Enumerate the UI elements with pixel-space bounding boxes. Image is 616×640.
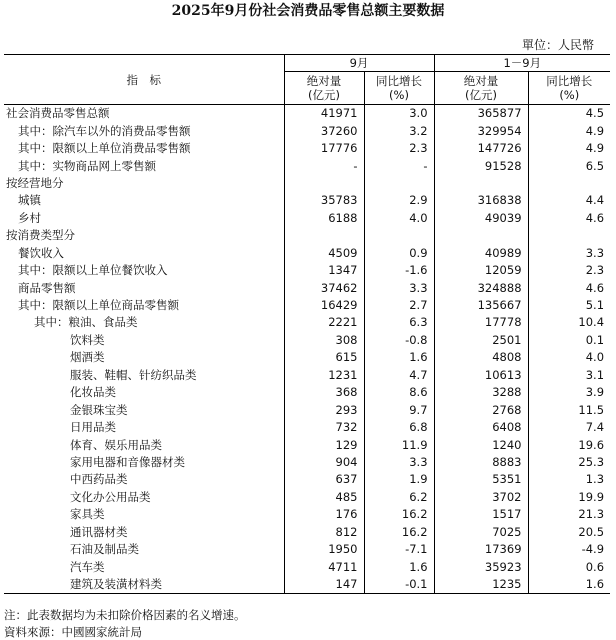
row-label: 其中：限额以上单位消费品零售额 (18, 141, 191, 156)
sep-abs-value: 37462 (284, 279, 364, 296)
row-label: 社会消费品零售总额 (6, 106, 110, 121)
sep-abs-value: 293 (284, 401, 364, 418)
row-label: 按消费类型分 (6, 228, 75, 243)
abs-value-unit: (亿元) (308, 88, 340, 102)
sep-yoy-value: 1.6 (364, 558, 434, 575)
sep-abs-value: 16429 (284, 297, 364, 314)
row-label: 汽车类 (70, 559, 105, 574)
sep-yoy-value: 11.9 (364, 436, 434, 453)
ytd-abs-value: 49039 (434, 210, 528, 227)
footnote: 注：此表数据均为未扣除价格因素的名义增速。 (4, 608, 246, 622)
sep-yoy-value: -0.8 (364, 332, 434, 349)
sep-abs-value: 368 (284, 384, 364, 401)
ytd-abs-value: 324888 (434, 279, 528, 296)
sep-yoy-value: 4.7 (364, 367, 434, 384)
sep-abs-value: 1231 (284, 367, 364, 384)
row-label: 通讯器材类 (70, 524, 128, 539)
yoy-header (364, 72, 434, 105)
sep-yoy-value: 2.7 (364, 297, 434, 314)
ytd-yoy-value: 0.1 (528, 332, 610, 349)
table-row (4, 454, 610, 471)
row-label: 化妆品类 (70, 385, 116, 400)
sep-abs-value: 129 (284, 436, 364, 453)
sep-abs-value: - (284, 157, 364, 174)
ytd-yoy-value: 6.5 (528, 157, 610, 174)
period-september-header: 9月 (284, 55, 434, 72)
sep-abs-value: 17776 (284, 140, 364, 157)
row-label: 其中：粮油、食品类 (34, 315, 138, 330)
table-row (4, 297, 610, 314)
row-label: 餐饮收入 (18, 245, 64, 260)
ytd-yoy-value (528, 227, 610, 244)
ytd-abs-value: 1235 (434, 576, 528, 594)
sep-yoy-value: 0.9 (364, 245, 434, 262)
sep-abs-value: 485 (284, 489, 364, 506)
ytd-yoy-value (528, 175, 610, 192)
sep-abs-value: 4711 (284, 558, 364, 575)
ytd-yoy-value: -4.9 (528, 541, 610, 558)
ytd-yoy-value: 25.3 (528, 454, 610, 471)
sep-abs-value (284, 175, 364, 192)
sep-yoy-value: 1.6 (364, 349, 434, 366)
sep-yoy-value (364, 227, 434, 244)
sep-yoy-value: 8.6 (364, 384, 434, 401)
row-label: 城镇 (18, 193, 41, 208)
table-row (4, 524, 610, 541)
ytd-yoy-value: 3.9 (528, 384, 610, 401)
ytd-abs-value: 147726 (434, 140, 528, 157)
table-row (4, 471, 610, 488)
sep-abs-value: 176 (284, 506, 364, 523)
sep-yoy-value: 16.2 (364, 524, 434, 541)
sep-yoy-value: 9.7 (364, 401, 434, 418)
sep-abs-value: 904 (284, 454, 364, 471)
sep-yoy-value: 4.0 (364, 210, 434, 227)
ytd-yoy-value: 20.5 (528, 524, 610, 541)
sep-yoy-value: 3.2 (364, 122, 434, 139)
table-row (4, 332, 610, 349)
sep-yoy-value: 6.8 (364, 419, 434, 436)
table-row (4, 384, 610, 401)
ytd-abs-value: 1240 (434, 436, 528, 453)
sep-yoy-value: 6.2 (364, 489, 434, 506)
ytd-yoy-value: 4.6 (528, 210, 610, 227)
sep-abs-value (284, 227, 364, 244)
row-label: 其中：实物商品网上零售额 (18, 158, 156, 173)
row-label: 文化办公用品类 (70, 489, 151, 504)
table-row (4, 489, 610, 506)
ytd-abs-value: 2501 (434, 332, 528, 349)
ytd-yoy-value: 2.3 (528, 262, 610, 279)
ytd-yoy-value: 10.4 (528, 314, 610, 331)
ytd-abs-value: 8883 (434, 454, 528, 471)
ytd-yoy-value: 4.6 (528, 279, 610, 296)
ytd-yoy-value: 19.6 (528, 436, 610, 453)
period-jan-sep-header: 1－9月 (434, 55, 610, 72)
row-label: 乡村 (18, 210, 41, 225)
table-row (4, 576, 610, 594)
table-row (4, 245, 610, 262)
ytd-abs-value: 35923 (434, 558, 528, 575)
table-row (4, 157, 610, 174)
table-row (4, 558, 610, 575)
ytd-yoy-value: 21.3 (528, 506, 610, 523)
table-row (4, 140, 610, 157)
sep-yoy-value: 3.3 (364, 454, 434, 471)
sep-yoy-value: -1.6 (364, 262, 434, 279)
ytd-abs-value (434, 175, 528, 192)
yoy-unit: (%) (559, 88, 580, 102)
ytd-yoy-value: 4.0 (528, 349, 610, 366)
table-row (4, 541, 610, 558)
ytd-abs-value: 135667 (434, 297, 528, 314)
sep-abs-value: 812 (284, 524, 364, 541)
sep-abs-value: 1347 (284, 262, 364, 279)
ytd-yoy-value: 1.3 (528, 471, 610, 488)
sep-abs-value: 615 (284, 349, 364, 366)
ytd-abs-value: 3702 (434, 489, 528, 506)
table-row (4, 349, 610, 366)
ytd-yoy-value: 3.1 (528, 367, 610, 384)
row-label: 按经营地分 (6, 175, 64, 190)
ytd-yoy-value: 1.6 (528, 576, 610, 594)
row-label: 其中：除汽车以外的消费品零售额 (18, 123, 191, 138)
abs-value-header (434, 72, 528, 105)
sep-abs-value: 2221 (284, 314, 364, 331)
unit-label: 單位：人民幣 (521, 38, 594, 52)
table-row (4, 262, 610, 279)
table-body (4, 105, 610, 594)
row-label: 中西药品类 (70, 472, 128, 487)
page-title: 2025年9月份社会消费品零售总额主要数据 (171, 3, 445, 19)
ytd-yoy-value: 4.5 (528, 105, 610, 123)
sep-yoy-value: -0.1 (364, 576, 434, 594)
ytd-abs-value: 10613 (434, 367, 528, 384)
table-row (4, 105, 610, 123)
indicator-header: 指 标 (4, 55, 284, 105)
table-row (4, 122, 610, 139)
ytd-abs-value: 40989 (434, 245, 528, 262)
sep-yoy-value: 2.9 (364, 192, 434, 209)
row-label: 家具类 (70, 507, 105, 522)
ytd-yoy-value: 5.1 (528, 297, 610, 314)
table-row (4, 436, 610, 453)
ytd-abs-value: 12059 (434, 262, 528, 279)
row-label: 其中：限额以上单位餐饮收入 (18, 263, 168, 278)
sep-abs-value: 6188 (284, 210, 364, 227)
sep-yoy-value: - (364, 157, 434, 174)
sep-yoy-value (364, 175, 434, 192)
ytd-abs-value: 316838 (434, 192, 528, 209)
ytd-abs-value: 7025 (434, 524, 528, 541)
ytd-abs-value: 365877 (434, 105, 528, 123)
sep-yoy-value: 2.3 (364, 140, 434, 157)
ytd-abs-value: 2768 (434, 401, 528, 418)
table-row (4, 419, 610, 436)
abs-value-unit: (亿元) (465, 88, 497, 102)
abs-value-header (284, 72, 364, 105)
ytd-yoy-value: 11.5 (528, 401, 610, 418)
row-label: 商品零售额 (18, 280, 76, 295)
table-row (4, 506, 610, 523)
sep-abs-value: 41971 (284, 105, 364, 123)
ytd-abs-value: 1517 (434, 506, 528, 523)
sep-yoy-value: 3.0 (364, 105, 434, 123)
row-label: 烟酒类 (70, 350, 105, 365)
sep-abs-value: 732 (284, 419, 364, 436)
sep-abs-value: 308 (284, 332, 364, 349)
yoy-label: 同比增长 (546, 74, 593, 88)
ytd-abs-value: 17778 (434, 314, 528, 331)
row-label: 体育、娱乐用品类 (70, 437, 162, 452)
row-label: 石油及制品类 (70, 542, 139, 557)
ytd-abs-value (434, 227, 528, 244)
ytd-yoy-value: 3.3 (528, 245, 610, 262)
table-row (4, 192, 610, 209)
row-label: 其中：限额以上单位商品零售额 (18, 298, 179, 313)
sep-yoy-value: 6.3 (364, 314, 434, 331)
yoy-unit: (%) (389, 88, 409, 102)
sep-yoy-value: 1.9 (364, 471, 434, 488)
row-label: 金银珠宝类 (70, 402, 128, 417)
ytd-abs-value: 3288 (434, 384, 528, 401)
ytd-abs-value: 91528 (434, 157, 528, 174)
sep-abs-value: 1950 (284, 541, 364, 558)
abs-value-label: 绝对量 (463, 74, 499, 88)
ytd-yoy-value: 19.9 (528, 489, 610, 506)
sep-abs-value: 35783 (284, 192, 364, 209)
sep-abs-value: 4509 (284, 245, 364, 262)
table-row (4, 314, 610, 331)
ytd-yoy-value: 4.9 (528, 140, 610, 157)
yoy-label: 同比增长 (376, 74, 422, 88)
table-row (4, 210, 610, 227)
ytd-abs-value: 5351 (434, 471, 528, 488)
ytd-abs-value: 17369 (434, 541, 528, 558)
row-label: 饮料类 (70, 332, 105, 347)
abs-value-label: 绝对量 (306, 74, 342, 88)
table-row (4, 367, 610, 384)
ytd-abs-value: 6408 (434, 419, 528, 436)
sep-abs-value: 637 (284, 471, 364, 488)
ytd-yoy-value: 0.6 (528, 558, 610, 575)
sep-yoy-value: 3.3 (364, 279, 434, 296)
ytd-abs-value: 329954 (434, 122, 528, 139)
row-label: 家用电器和音像器材类 (70, 454, 185, 469)
ytd-yoy-value: 4.4 (528, 192, 610, 209)
ytd-yoy-value: 7.4 (528, 419, 610, 436)
source-line: 資料來源：中國國家統計局 (4, 625, 142, 639)
table-row (4, 175, 610, 192)
sep-abs-value: 147 (284, 576, 364, 594)
sep-abs-value: 37260 (284, 122, 364, 139)
yoy-header (528, 72, 610, 105)
ytd-yoy-value: 4.9 (528, 122, 610, 139)
table-row (4, 227, 610, 244)
row-label: 建筑及装潢材料类 (4, 576, 284, 594)
sep-yoy-value: 16.2 (364, 506, 434, 523)
row-label: 服装、鞋帽、针纺织品类 (70, 367, 197, 382)
row-label: 日用品类 (70, 420, 116, 435)
ytd-abs-value: 4808 (434, 349, 528, 366)
sep-yoy-value: -7.1 (364, 541, 434, 558)
table-row (4, 279, 610, 296)
table-row (4, 401, 610, 418)
data-table (4, 54, 610, 594)
